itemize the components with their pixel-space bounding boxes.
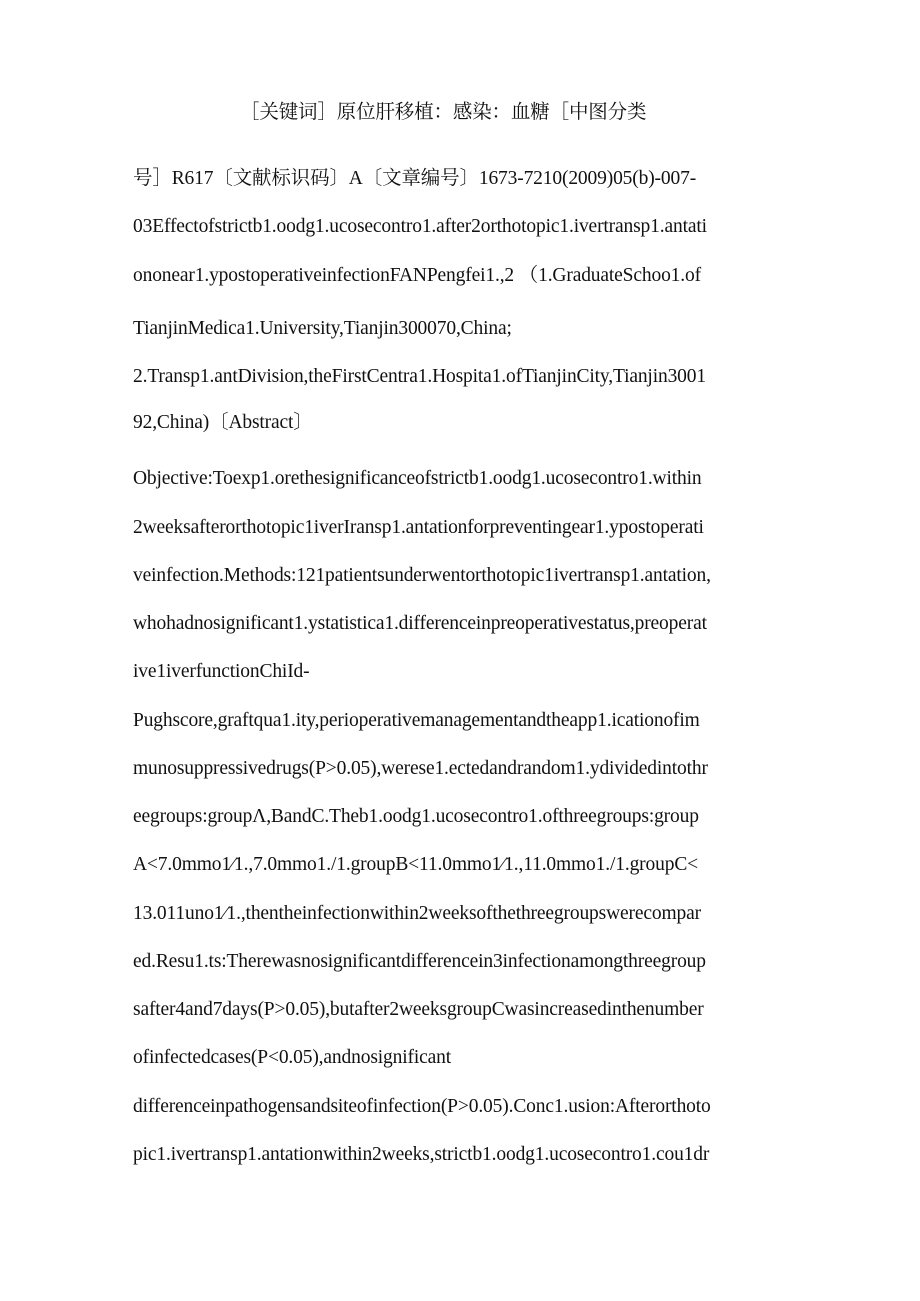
keywords-line: ［关键词］原位肝移植：感染：血糖［中图分类 xyxy=(240,102,647,123)
abstract-line: whohadnosignificant1.ystatistica1.differenceinpreoperativestatus,preoperat xyxy=(133,613,707,634)
abstract-line: munosuppressivedrugs(P>0.05),werese1.ectedandrandom1.ydividedintothr xyxy=(133,758,708,779)
title-line: ononear1.ypostoperativeinfectionFANPengfei1.,2 （1.GraduateSchoo1.of xyxy=(133,265,701,286)
abstract-line: Pughscore,graftqua1.ity,perioperativemanagementandtheapp1.icationofim xyxy=(133,710,700,731)
abstract-line: A<7.0mmo1∕1.,7.0mmo1./1.groupB<11.0mmo1∕1.,11.0mmo1./1.groupC< xyxy=(133,854,699,875)
classification-line: 号］R617〔文献标识码〕A〔文章编号〕1673-7210(2009)05(b)-007- xyxy=(133,168,697,189)
affiliation-line: 92,China)〔Abstract〕 xyxy=(133,412,313,433)
abstract-line: veinfection.Methods:121patientsunderwentorthotopic1ivertransp1.antation, xyxy=(133,565,711,586)
abstract-line: 13.011uno1∕1.,thentheinfectionwithin2weeksofthethreegroupswerecompar xyxy=(133,903,701,924)
abstract-line: ive1iverfunctionChiId- xyxy=(133,661,310,682)
abstract-line: differenceinpathogensandsiteofinfection(P>0.05).Conc1.usion:Afterorthoto xyxy=(133,1096,711,1117)
abstract-line: pic1.ivertransp1.antationwithin2weeks,strictb1.oodg1.ucosecontro1.cou1dr xyxy=(133,1144,710,1165)
title-line: 03Effectofstrictb1.oodg1.ucosecontro1.after2orthotopic1.ivertransp1.antati xyxy=(133,216,707,237)
abstract-line: ed.Resu1.ts:Therewasnosignificantdifferencein3infectionamongthreegroup xyxy=(133,951,706,972)
affiliation-line: TianjinMedica1.University,Tianjin300070,China; xyxy=(133,318,512,339)
abstract-line: safter4and7days(P>0.05),butafter2weeksgroupCwasincreasedinthenumber xyxy=(133,999,704,1020)
abstract-line: Objective:Toexp1.orethesignificanceofstrictb1.oodg1.ucosecontro1.within xyxy=(133,468,702,489)
abstract-line: eegroups:groupΛ,BandC.Theb1.oodg1.ucosecontro1.ofthreegroups:group xyxy=(133,806,699,827)
abstract-line: 2weeksafterorthotopic1iverIransp1.antationforpreventingear1.ypostoperati xyxy=(133,517,704,538)
affiliation-line: 2.Transp1.antDivision,theFirstCentra1.Hospita1.ofTianjinCity,Tianjin3001 xyxy=(133,366,706,387)
abstract-line: ofinfectedcases(P<0.05),andnosignificant xyxy=(133,1047,451,1068)
